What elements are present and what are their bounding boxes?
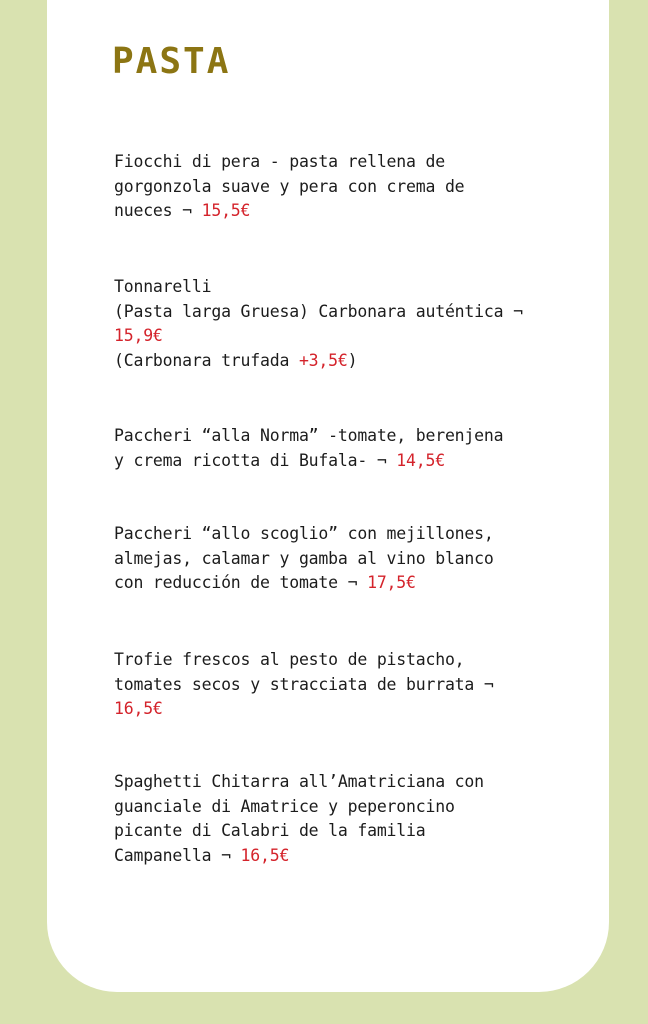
item-price: 15,9€: [114, 326, 163, 345]
menu-item-paccheri-alla-norma: [114, 424, 584, 473]
item-line: Campanella ¬ 16,5€: [114, 845, 290, 865]
item-line: [114, 697, 584, 722]
item-line: almejas, calamar y gamba al vino blanco: [114, 548, 494, 568]
item-line: [114, 324, 584, 349]
item-price: 15,5€: [201, 201, 251, 220]
item-line: Spaghetti Chitarra all’Amatriciana con: [114, 772, 484, 791]
item-price: 16,5€: [114, 699, 163, 718]
item-line: (Pasta larga Gruesa) Carbonara auténtica ¬: [114, 301, 523, 321]
item-line: y crema ricotta di Bufala- ¬ 14,5€: [114, 450, 445, 470]
item-line: Fiocchi di pera - pasta rellena de: [114, 152, 445, 171]
item-line: Paccheri “allo scoglio” con mejillones,: [114, 524, 494, 543]
item-line: (Carbonara trufada +3,5€): [114, 350, 358, 370]
item-line: tomates secos y stracciata de burrata ¬: [114, 674, 494, 694]
item-price: 16,5€: [240, 845, 290, 865]
item-price: 17,5€: [367, 573, 416, 592]
item-extra-price: +3,5€: [298, 350, 348, 370]
menu-item-tonnarelli: [114, 275, 584, 373]
item-line: gorgonzola suave y pera con crema de: [114, 176, 465, 196]
menu-item-trofie: [114, 648, 584, 722]
menu-item-paccheri-allo-scoglio: [114, 522, 584, 596]
item-line: Tonnarelli: [114, 277, 212, 296]
item-line: Trofie frescos al pesto de pistacho,: [114, 650, 465, 669]
item-line: guanciale di Amatrice y peperoncino: [114, 796, 455, 816]
item-line: con reducción de tomate ¬ 17,5€: [114, 573, 416, 592]
item-line: Paccheri “alla Norma” -tomate, berenjena: [114, 426, 504, 445]
item-line: picante di Calabri de la familia: [114, 821, 426, 840]
section-title: PASTA: [112, 41, 231, 82]
item-line: nueces ¬ 15,5€: [114, 201, 251, 220]
item-price: 14,5€: [396, 450, 445, 470]
menu-item-fiocchi-di-pera: [114, 150, 584, 224]
menu-item-spaghetti-chitarra: [114, 770, 584, 868]
